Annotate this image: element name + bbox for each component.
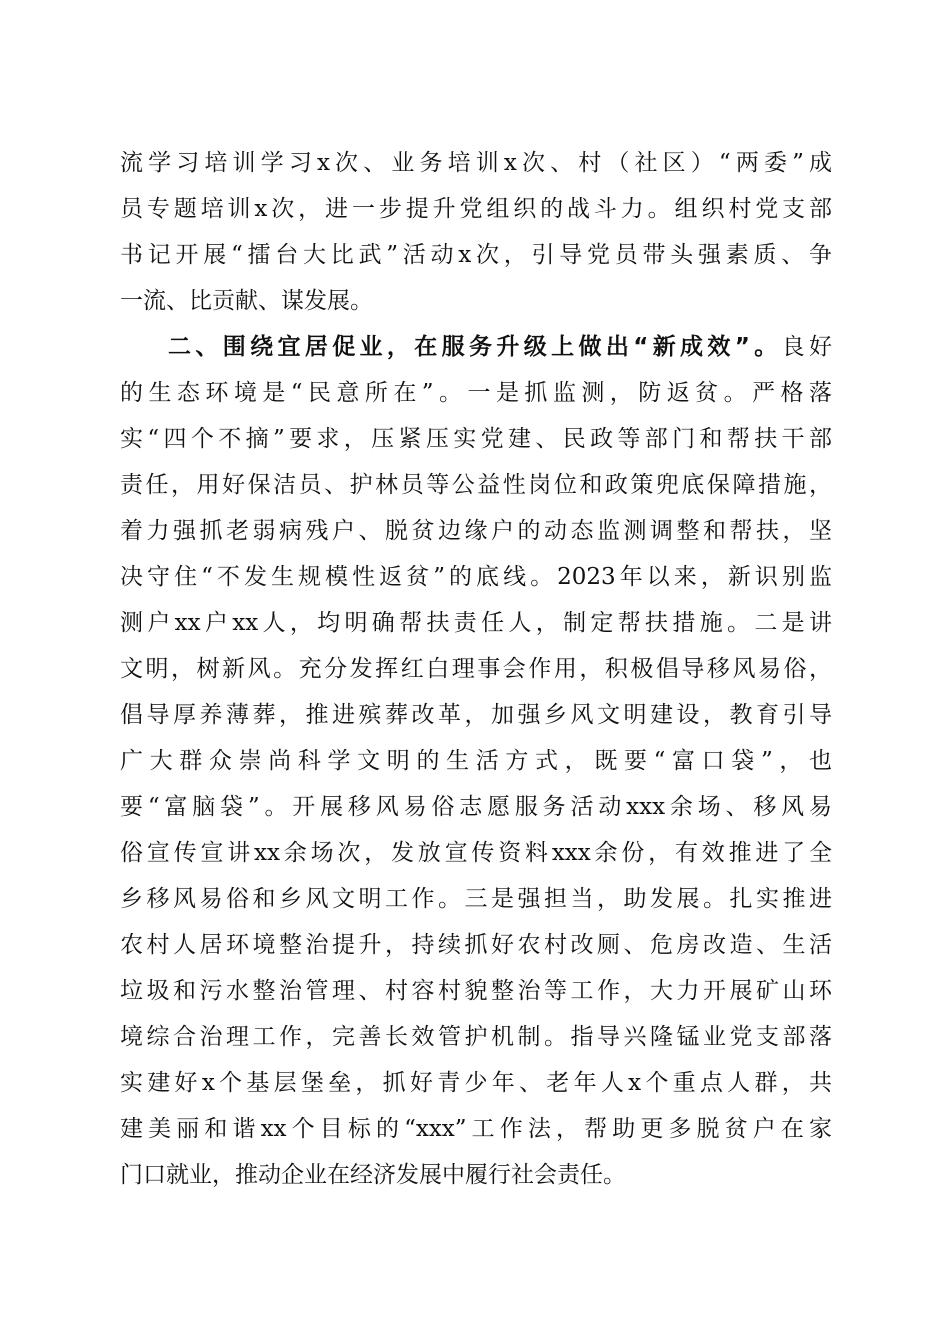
- paragraph-2-line: 要“富脑袋”。开展移风易俗志愿服务活动xxx余场、移风易: [120, 794, 832, 820]
- paragraph-2-line: 决守住“不发生规模性返贫”的底线。2023年以来，新识别监: [120, 564, 832, 590]
- paragraph-2-line: 农村人居环境整治提升，持续抓好农村改厕、危房改造、生活: [120, 932, 832, 958]
- paragraph-2-line: 倡导厚养薄葬，推进殡葬改革，加强乡风文明建设，教育引导: [120, 702, 832, 728]
- paragraph-2-line: 实“四个不摘”要求，压紧压实党建、民政等部门和帮扶干部: [120, 426, 832, 452]
- paragraph-1-line: 书记开展“擂台大比武”活动x次，引导党员带头强素质、争: [120, 242, 832, 268]
- paragraph-1-line: 员专题培训x次，进一步提升党组织的战斗力。组织村党支部: [120, 196, 832, 222]
- paragraph-2-line: 建美丽和谐xx个目标的“xxx”工作法，帮助更多脱贫户在家: [120, 1116, 832, 1142]
- paragraph-2-line: 俗宣传宣讲xx余场次，发放宣传资料xxx余份，有效推进了全: [120, 840, 832, 866]
- paragraph-2-line: 乡移风易俗和乡风文明工作。三是强担当，助发展。扎实推进: [120, 886, 832, 912]
- paragraph-2-line: 实建好x个基层堡垒，抓好青少年、老年人x个重点人群，共: [120, 1070, 832, 1096]
- paragraph-1: [120, 140, 832, 324]
- section-heading: 二、围绕宜居促业，在服务升级上做出“新成效”。: [168, 334, 782, 360]
- paragraph-2-line: 责任，用好保洁员、护林员等公益性岗位和政策兜底保障措施，: [120, 472, 832, 498]
- paragraph-1-line: 流学习培训学习x次、业务培训x次、村（社区）“两委”成: [120, 150, 832, 176]
- paragraph-2-first-line-text: 良好: [781, 334, 833, 360]
- paragraph-2-line: 着力强抓老弱病残户、脱贫边缘户的动态监测调整和帮扶，坚: [120, 518, 832, 544]
- paragraph-2: [120, 324, 832, 1198]
- paragraph-2-line: 境综合治理工作，完善长效管护机制。指导兴隆锰业党支部落: [120, 1024, 832, 1050]
- paragraph-2-line: 垃圾和污水整治管理、村容村貌整治等工作，大力开展矿山环: [120, 978, 832, 1004]
- paragraph-2-first-line: [120, 324, 832, 370]
- paragraph-2-line: 文明，树新风。充分发挥红白理事会作用，积极倡导移风易俗，: [120, 656, 832, 682]
- paragraph-1-line: 一流、比贡献、谋发展。: [120, 288, 373, 314]
- paragraph-2-line: 门口就业，推动企业在经济发展中履行社会责任。: [120, 1162, 626, 1188]
- paragraph-2-line: 的生态环境是“民意所在”。一是抓监测，防返贫。严格落: [120, 380, 832, 406]
- paragraph-2-line: 测户xx户xx人，均明确帮扶责任人，制定帮扶措施。二是讲: [120, 610, 832, 636]
- paragraph-2-line: 广大群众崇尚科学文明的生活方式，既要“富口袋”，也: [120, 748, 832, 774]
